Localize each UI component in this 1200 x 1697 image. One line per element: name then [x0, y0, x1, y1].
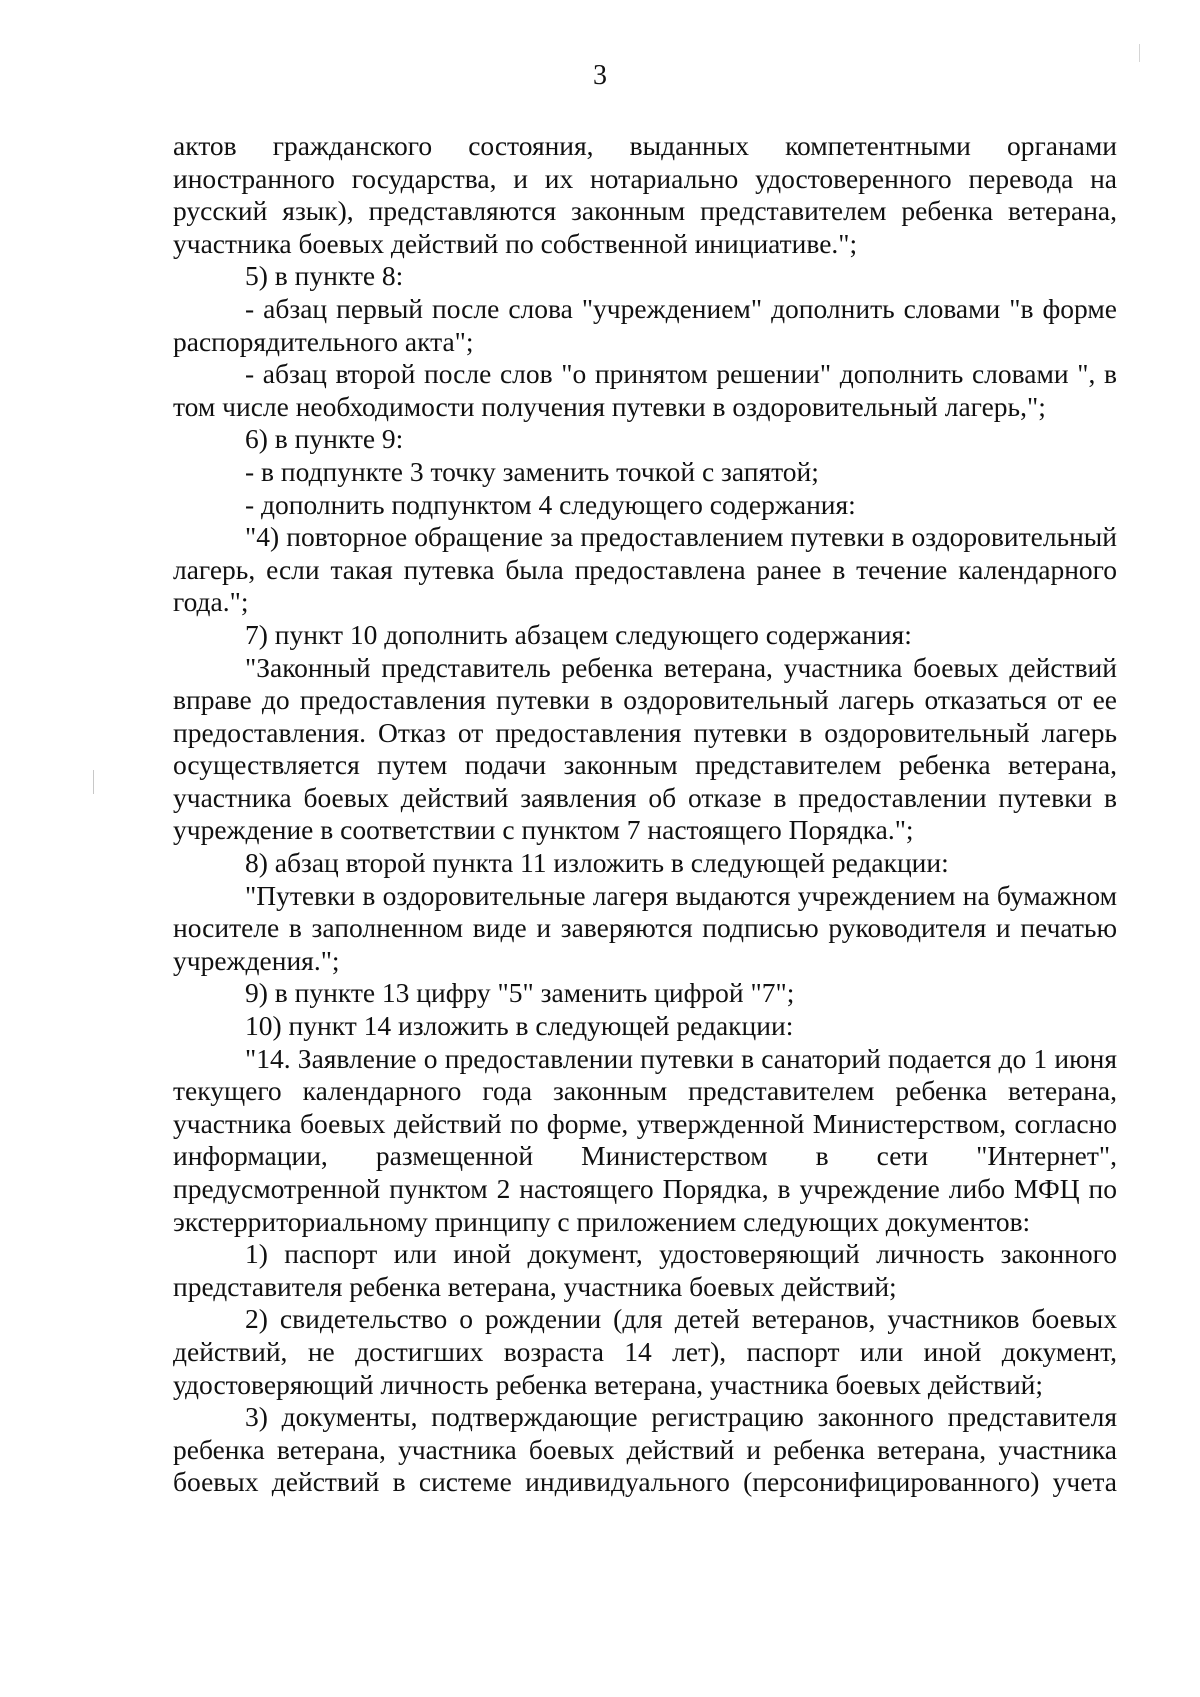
document-body — [173, 130, 1117, 1499]
document-paragraph: 9) в пункте 13 цифру "5" заменить цифрой "7"; — [245, 977, 795, 1009]
document-paragraph: 5) в пункте 8: — [245, 260, 404, 292]
document-paragraph: - абзац первый после слова "учреждением" дополнить словами "в форме распорядительного акта"; — [173, 292, 1117, 357]
document-paragraph: 6) в пункте 9: — [245, 423, 404, 455]
document-paragraph: 7) пункт 10 дополнить абзацем следующего содержания: — [245, 618, 912, 650]
document-paragraph: 10) пункт 14 изложить в следующей редакции: — [245, 1010, 794, 1042]
document-paragraph: "4) повторное обращение за предоставлением путевки в оздоровительный лагерь, если такая путевка была предоставлена ранее в течение календарного года."; — [173, 521, 1117, 618]
scan-artifact-mark — [93, 770, 94, 794]
document-paragraph: 8) абзац второй пункта 11 изложить в следующей редакции: — [245, 847, 949, 879]
page-number: 3 — [593, 60, 607, 91]
document-paragraph: "Законный представитель ребенка ветерана, участника боевых действий вправе до предоставления путевки в оздоровительный лагерь отказаться от ее предоставления. Отказ от предоставления путевки в оздоровительный лагерь осуществляется путем подачи законным представителем ребенка ветерана, участника боевых действий заявления об отказе в предоставлении путевки в учреждение в соответствии с пунктом 7 настоящего Порядка."; — [173, 651, 1117, 846]
document-paragraph: 1) паспорт или иной документ, удостоверяющий личность законного представителя ребенка ветерана, участника боевых действий; — [173, 1238, 1117, 1302]
document-paragraph: 3) документы, подтверждающие регистрацию законного представителя ребенка ветерана, участника боевых действий и ребенка ветерана, участника боевых действий в системе индивидуального (персонифицированного) учета — [173, 1401, 1117, 1498]
document-paragraph: актов гражданского состояния, выданных компетентными органами иностранного государства, и их нотариально удостоверенного перевода на русский язык), представляются законным представителем ребенка ветерана, участника боевых действий по собственной инициативе."; — [173, 130, 1117, 259]
document-paragraph: "Путевки в оздоровительные лагеря выдаются учреждением на бумажном носителе в заполненном виде и заверяются подписью руководителя и печатью учреждения."; — [173, 879, 1117, 976]
document-paragraph: 2) свидетельство о рождении (для детей ветеранов, участников боевых действий, не достигших возраста 14 лет), паспорт или иной документ, удостоверяющий личность ребенка ветерана, участника боевых действий; — [173, 1303, 1117, 1400]
document-paragraph: "14. Заявление о предоставлении путевки в санаторий подается до 1 июня текущего календарного года законным представителем ребенка ветерана, участника боевых действий по форме, утвержденной Министерством, согласно информации, размещенной Министерством в сети "Интернет", предусмотренной пунктом 2 настоящего Порядка, в учреждение либо МФЦ по экстерриториальному принципу с приложением следующих документов: — [173, 1042, 1117, 1237]
document-paragraph: - абзац второй после слов "о принятом решении" дополнить словами ", в том числе необходимости получения путевки в оздоровительный лагерь,"; — [173, 358, 1117, 422]
document-paragraph: - в подпункте 3 точку заменить точкой с запятой; — [245, 455, 819, 487]
document-paragraph: - дополнить подпунктом 4 следующего содержания: — [245, 488, 856, 520]
